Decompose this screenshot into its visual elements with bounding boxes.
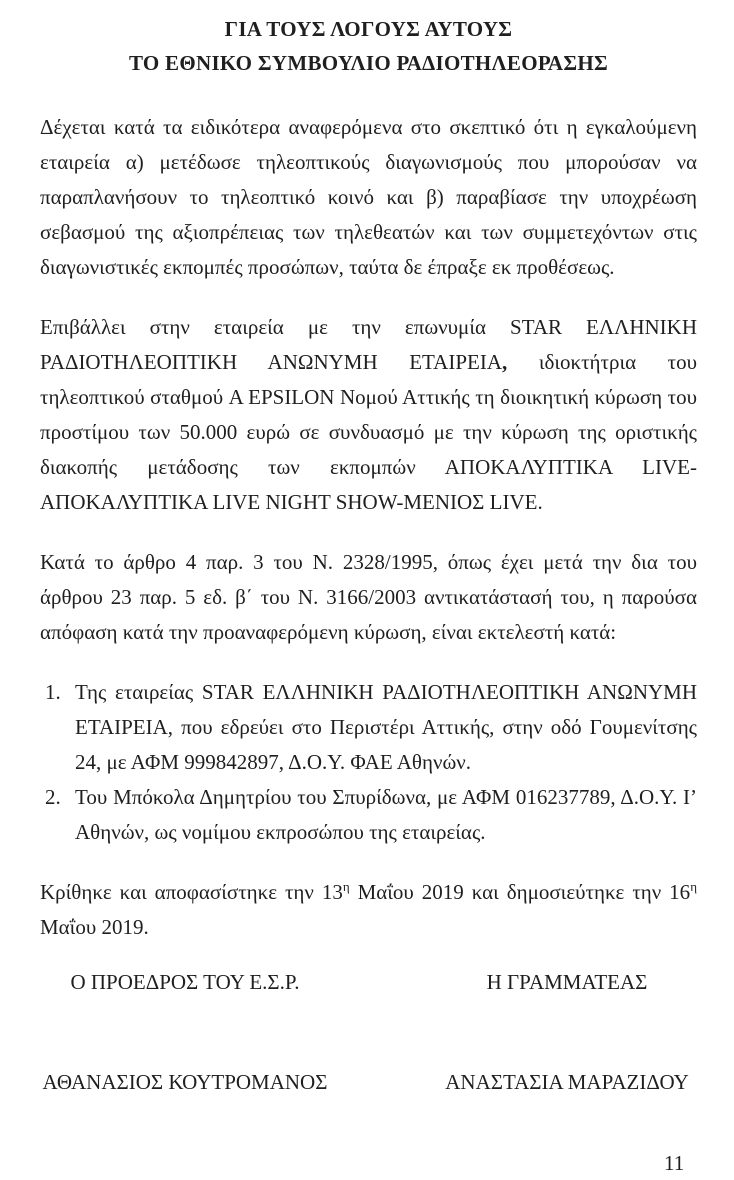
list-item-company: Της εταιρείας STAR ΕΛΛΗΝΙΚΗ ΡΑΔΙΟΤΗΛΕΟΠΤΙΚΗ ΑΝΩΝΥΜΗ ΕΤΑΙΡΕΙΑ, που εδρεύει στο Περιστέρι Αττικής, στην οδό Γουμενίτσης 24, με ΑΦΜ 999842897, Δ.Ο.Υ. ΦΑΕ Αθηνών. (75, 680, 697, 774)
signature-names-row (40, 1065, 697, 1100)
president-name: ΑΘΑΝΑΣΙΟΣ ΚΟΥΤΡΟΜΑΝΟΣ (42, 1070, 328, 1094)
signature-titles-row (40, 965, 697, 1000)
secretary-name: ΑΝΑΣΤΑΣΙΑ ΜΑΡΑΖΙΔΟΥ (445, 1070, 689, 1094)
paragraph-imposes-sanction: Επιβάλλει στην εταιρεία με την επωνυμία STAR ΕΛΛΗΝΙΚΗ ΡΑΔΙΟΤΗΛΕΟΠΤΙΚΗ ΑΝΩΝΥΜΗ ΕΤΑΙΡΕΙΑ, ιδιοκτήτρια του τηλεοπτικού σταθμού A EPSILON Νομού Αττικής τη διοικητική κύρωση του προστίμου των 50.000 ευρώ σε συνδυασμό με την κύρωση της οριστικής διακοπής μετάδοσης των εκπομπών ΑΠΟΚΑΛΥΠΤΙΚΑ LIVE-ΑΠΟΚΑΛΥΠΤΙΚΑ LIVE NIGHT SHOW-ΜΕΝΙΟΣ LIVE. (40, 315, 697, 514)
page-number: 11 (664, 1151, 685, 1175)
list-item (40, 780, 697, 850)
paragraph-accepts: Δέχεται κατά τα ειδικότερα αναφερόμενα στο σκεπτικό ότι η εγκαλούμενη εταιρεία α) μετέδωσε τηλεοπτικούς διαγωνισμούς που μπορούσαν να παραπλανήσουν το τηλεοπτικό κοινό και β) παραβίασε την υποχρέωση σεβασμού της αξιοπρέπειας των τηλεθεατών και των συμμετεχόντων στις διαγωνιστικές εκπομπές προσώπων, ταύτα δε έπραξε εκ προθέσεως. (40, 115, 697, 279)
header-line-council: ΤΟ ΕΘΝΙΚΟ ΣΥΜΒΟΥΛΙΟ ΡΑΔΙΟΤΗΛΕΟΡΑΣΗΣ (128, 51, 609, 75)
president-title: Ο ΠΡΟΕΔΡΟΣ ΤΟΥ Ε.Σ.Ρ. (70, 970, 300, 994)
list-item-representative: Του Μπόκολα Δημητρίου του Σπυρίδωνα, με ΑΦΜ 016237789, Δ.Ο.Υ. Ι’ Αθηνών, ως νομίμου εκπροσώπου της εταιρείας. (75, 785, 697, 844)
list-item-number: 1. (45, 680, 61, 704)
paragraph-decision-dates: Κρίθηκε και αποφασίστηκε την $13^\eta$ Μαΐου 2019 και δημοσιεύτηκε την $16^\eta$ Μαΐου 2019. (40, 879, 697, 939)
list-item (40, 675, 697, 780)
list-item-number: 2. (45, 785, 61, 809)
document-header (40, 12, 697, 80)
enforceable-parties-list (40, 675, 697, 850)
paragraph-enforceability: Κατά το άρθρο 4 παρ. 3 του Ν. 2328/1995, όπως έχει μετά την δια του άρθρου 23 παρ. 5 εδ. β΄ του Ν. 3166/2003 αντικατάστασή του, η παρούσα απόφαση κατά την προαναφερόμενη κύρωση, είναι εκτελεστή κατά: (40, 550, 697, 644)
header-line-reasons: ΓΙΑ ΤΟΥΣ ΛΟΓΟΥΣ ΑΥΤΟΥΣ (224, 17, 513, 41)
secretary-title: Η ΓΡΑΜΜΑΤΕΑΣ (486, 970, 648, 994)
